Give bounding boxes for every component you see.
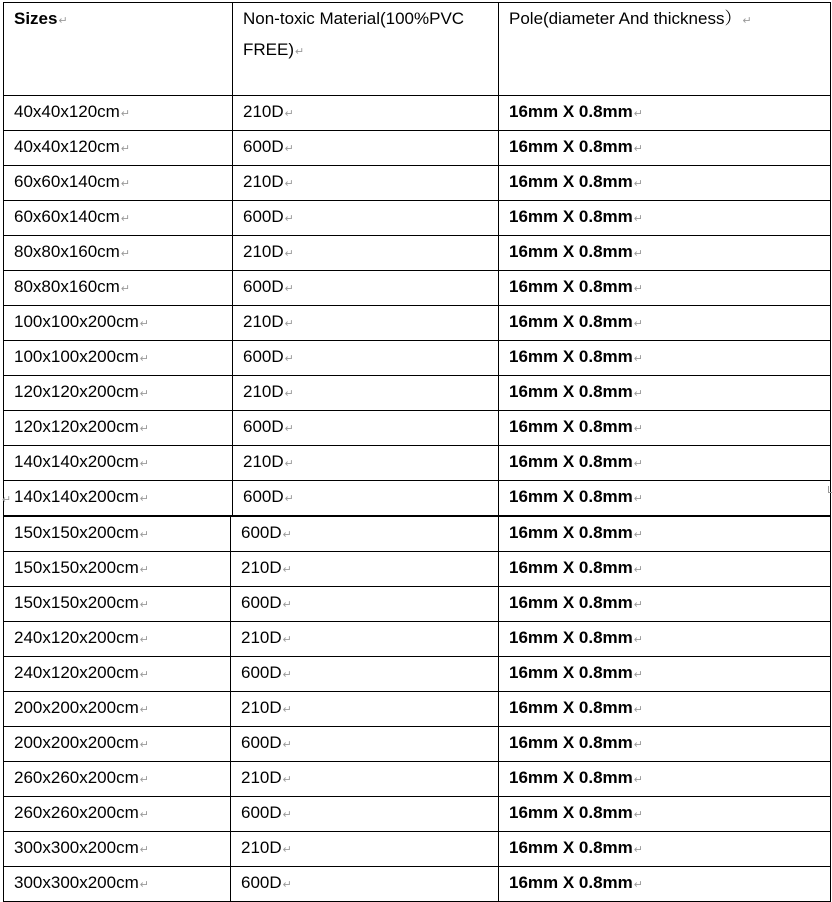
- cell-material: [233, 236, 499, 271]
- cell-material-text: 600D: [243, 137, 284, 156]
- cell-pole-text: 16mm X 0.8mm: [509, 628, 633, 647]
- cell-pole: [499, 131, 831, 166]
- cell-size: [4, 201, 233, 236]
- cell-material-text: 600D: [243, 207, 284, 226]
- paragraph-mark: ↵: [284, 143, 294, 155]
- cell-size-text: 150x150x200cm: [14, 523, 139, 542]
- table-row: [4, 96, 831, 131]
- paragraph-mark: ↵: [633, 108, 644, 120]
- cell-pole-text: 16mm X 0.8mm: [509, 803, 633, 822]
- cell-size-text: 80x80x160cm: [14, 242, 120, 261]
- cell-material: [233, 306, 499, 341]
- cell-material: [233, 446, 499, 481]
- cell-size-text: 60x60x140cm: [14, 207, 120, 226]
- cell-material: [233, 201, 499, 236]
- table-row: [4, 131, 831, 166]
- paragraph-mark: ↵: [282, 634, 292, 646]
- cell-pole-text: 16mm X 0.8mm: [509, 558, 633, 577]
- paragraph-mark: ↵: [282, 564, 292, 576]
- cell-pole-text: 16mm X 0.8mm: [509, 242, 633, 261]
- table-row: [4, 657, 831, 692]
- cell-size-text: 240x120x200cm: [14, 663, 139, 682]
- paragraph-mark: ↵: [139, 353, 149, 365]
- cell-pole-text: 16mm X 0.8mm: [509, 452, 633, 471]
- paragraph-mark: ↵: [295, 46, 305, 58]
- cell-pole: [499, 552, 831, 587]
- cell-pole: [499, 622, 831, 657]
- paragraph-mark: ↵: [633, 809, 644, 821]
- paragraph-mark: ↵: [284, 493, 294, 505]
- paragraph-mark: ↵: [282, 704, 292, 716]
- table-row: [4, 552, 831, 587]
- cell-pole-text: 16mm X 0.8mm: [509, 207, 633, 226]
- cell-material: [233, 341, 499, 376]
- cell-size-text: 300x300x200cm: [14, 873, 139, 892]
- cell-size: [4, 236, 233, 271]
- paragraph-mark: ↵: [139, 423, 149, 435]
- cell-material: [233, 166, 499, 201]
- cell-size-text: 240x120x200cm: [14, 628, 139, 647]
- cell-size-text: 80x80x160cm: [14, 277, 120, 296]
- cell-material-text: 210D: [241, 628, 282, 647]
- cell-material: [231, 797, 499, 832]
- paragraph-mark: ↵: [633, 423, 644, 435]
- cell-material-text: 210D: [243, 312, 284, 331]
- paragraph-mark: ↵: [120, 213, 131, 225]
- paragraph-mark: ↵: [633, 493, 644, 505]
- cell-material: [231, 867, 499, 902]
- table-row: [4, 236, 831, 271]
- cell-pole-text: 16mm X 0.8mm: [509, 137, 633, 156]
- paragraph-mark: ↵: [120, 178, 131, 190]
- cell-size-text: 60x60x140cm: [14, 172, 120, 191]
- paragraph-mark: ↵: [120, 283, 131, 295]
- cell-material-text: 210D: [243, 102, 284, 121]
- paragraph-mark: ↵: [139, 879, 149, 891]
- cell-material: [233, 376, 499, 411]
- cell-pole: [499, 166, 831, 201]
- header-material: [233, 3, 499, 96]
- cell-pole-text: 16mm X 0.8mm: [509, 382, 633, 401]
- paragraph-mark: ↵: [633, 634, 644, 646]
- cell-pole: [499, 762, 831, 797]
- cell-pole: [499, 306, 831, 341]
- paragraph-mark: ↵: [633, 879, 644, 891]
- paragraph-mark: ↵: [284, 213, 294, 225]
- table-row: [4, 587, 831, 622]
- cell-pole: [499, 201, 831, 236]
- table-row: [4, 411, 831, 446]
- cell-size: [4, 131, 233, 166]
- cell-size: [4, 481, 233, 516]
- table-row: [4, 166, 831, 201]
- cell-size: [4, 762, 231, 797]
- cell-pole-text: 16mm X 0.8mm: [509, 838, 633, 857]
- paragraph-mark: ↵: [633, 844, 644, 856]
- cell-size: [4, 797, 231, 832]
- cell-material: [231, 552, 499, 587]
- cell-pole-text: 16mm X 0.8mm: [509, 172, 633, 191]
- cell-size-text: 150x150x200cm: [14, 593, 139, 612]
- paragraph-mark: ↵: [633, 318, 644, 330]
- paragraph-mark: ↵: [139, 809, 149, 821]
- cell-size: [4, 622, 231, 657]
- cell-material-text: 210D: [243, 382, 284, 401]
- cell-size-text: 200x200x200cm: [14, 698, 139, 717]
- paragraph-mark: ↵: [633, 739, 644, 751]
- cell-pole: [499, 411, 831, 446]
- paragraph-mark: ↵: [139, 599, 149, 611]
- table-row: [4, 867, 831, 902]
- cell-size: [4, 832, 231, 867]
- cell-size-text: 100x100x200cm: [14, 312, 139, 331]
- paragraph-mark: ↵: [742, 15, 752, 27]
- cell-pole: [499, 832, 831, 867]
- cell-size: [4, 341, 233, 376]
- cell-size-text: 140x140x200cm: [14, 452, 139, 471]
- cell-material-text: 600D: [243, 277, 284, 296]
- cell-material: [231, 657, 499, 692]
- header-pole-text: Pole(diameter And thickness）: [509, 9, 742, 28]
- table-row: [4, 797, 831, 832]
- cell-size: [4, 96, 233, 131]
- paragraph-mark: ↵: [633, 388, 644, 400]
- paragraph-mark: ↵: [633, 213, 644, 225]
- cell-size-text: 120x120x200cm: [14, 417, 139, 436]
- cell-size: [4, 657, 231, 692]
- cell-material: [233, 411, 499, 446]
- cell-pole-text: 16mm X 0.8mm: [509, 312, 633, 331]
- table-row: [4, 762, 831, 797]
- paragraph-mark: ↵: [282, 599, 292, 611]
- table-row: [4, 271, 831, 306]
- cell-pole-text: 16mm X 0.8mm: [509, 733, 633, 752]
- paragraph-mark: ↵: [282, 669, 292, 681]
- cell-material-text: 600D: [241, 593, 282, 612]
- cell-pole-text: 16mm X 0.8mm: [509, 593, 633, 612]
- paragraph-mark: ↵: [58, 15, 68, 27]
- cell-material-text: 600D: [241, 803, 282, 822]
- cell-size: [4, 306, 233, 341]
- cell-pole-text: 16mm X 0.8mm: [509, 873, 633, 892]
- header-material-text: Non-toxic Material(100%PVC FREE): [243, 9, 465, 59]
- spec-table-1: [3, 2, 831, 516]
- cell-material-text: 600D: [243, 417, 284, 436]
- table-row: [4, 622, 831, 657]
- cell-material: [231, 727, 499, 762]
- cell-material: [231, 517, 499, 552]
- cell-material: [231, 762, 499, 797]
- cell-material-text: 600D: [243, 347, 284, 366]
- paragraph-mark: ↵: [139, 458, 149, 470]
- table-end-marker: [828, 486, 832, 493]
- cell-material: [231, 622, 499, 657]
- cell-pole-text: 16mm X 0.8mm: [509, 277, 633, 296]
- paragraph-mark: ↵: [139, 529, 149, 541]
- header-pole: [499, 3, 831, 96]
- paragraph-mark: ↵: [633, 669, 644, 681]
- cell-material-text: 600D: [241, 873, 282, 892]
- cell-pole: [499, 271, 831, 306]
- cell-material: [233, 131, 499, 166]
- cell-material-text: 600D: [241, 733, 282, 752]
- cell-pole-text: 16mm X 0.8mm: [509, 417, 633, 436]
- cell-pole: [499, 657, 831, 692]
- cell-size: [4, 692, 231, 727]
- cell-size-text: 260x260x200cm: [14, 768, 139, 787]
- paragraph-mark: ↵: [284, 318, 294, 330]
- cell-size: [4, 552, 231, 587]
- table-row: [4, 201, 831, 236]
- cell-pole: [499, 587, 831, 622]
- paragraph-mark: ↵: [139, 634, 149, 646]
- paragraph-mark: ↵: [2, 494, 12, 506]
- paragraph-mark: ↵: [139, 318, 149, 330]
- cell-material-text: 600D: [243, 487, 284, 506]
- paragraph-mark: ↵: [633, 248, 644, 260]
- header-sizes-text: Sizes: [14, 9, 58, 28]
- paragraph-mark: ↵: [282, 529, 292, 541]
- cell-material-text: 210D: [241, 698, 282, 717]
- paragraph-mark: ↵: [139, 774, 149, 786]
- paragraph-mark: ↵: [633, 564, 644, 576]
- cell-size: [4, 446, 233, 481]
- cell-material: [233, 481, 499, 516]
- cell-pole-text: 16mm X 0.8mm: [509, 487, 633, 506]
- cell-material-text: 210D: [243, 242, 284, 261]
- cell-size: [4, 411, 233, 446]
- cell-size-text: 100x100x200cm: [14, 347, 139, 366]
- cell-pole: [499, 727, 831, 762]
- paragraph-mark: ↵: [633, 458, 644, 470]
- cell-pole: [499, 236, 831, 271]
- cell-material: [231, 587, 499, 622]
- cell-pole: [499, 446, 831, 481]
- cell-size-text: 300x300x200cm: [14, 838, 139, 857]
- cell-pole-text: 16mm X 0.8mm: [509, 698, 633, 717]
- table-header-row: [4, 3, 831, 96]
- cell-material-text: 210D: [241, 838, 282, 857]
- cell-size-text: 150x150x200cm: [14, 558, 139, 577]
- table-row: [4, 446, 831, 481]
- cell-size: [4, 166, 233, 201]
- paragraph-mark: ↵: [284, 283, 294, 295]
- paragraph-mark: ↵: [139, 564, 149, 576]
- header-sizes: [4, 3, 233, 96]
- paragraph-mark: ↵: [139, 844, 149, 856]
- paragraph-mark: ↵: [633, 599, 644, 611]
- cell-material-text: 600D: [241, 523, 282, 542]
- paragraph-mark: ↵: [139, 669, 149, 681]
- cell-material-text: 210D: [243, 452, 284, 471]
- cell-pole-text: 16mm X 0.8mm: [509, 102, 633, 121]
- cell-size-text: 40x40x120cm: [14, 137, 120, 156]
- table-row: [4, 341, 831, 376]
- cell-size: [4, 271, 233, 306]
- cell-material: [231, 832, 499, 867]
- paragraph-mark: ↵: [282, 739, 292, 751]
- cell-material: [233, 96, 499, 131]
- paragraph-mark: ↵: [282, 844, 292, 856]
- table-row: [4, 727, 831, 762]
- cell-material-text: 600D: [241, 663, 282, 682]
- table-row: [4, 481, 831, 516]
- paragraph-mark: ↵: [633, 143, 644, 155]
- cell-size: [4, 867, 231, 902]
- paragraph-mark: ↵: [633, 529, 644, 541]
- spec-table-2: [3, 516, 831, 902]
- cell-pole: [499, 797, 831, 832]
- cell-pole: [499, 867, 831, 902]
- paragraph-mark: ↵: [284, 458, 294, 470]
- paragraph-mark: ↵: [633, 774, 644, 786]
- cell-size-text: 140x140x200cm: [14, 487, 139, 506]
- paragraph-mark: ↵: [284, 353, 294, 365]
- paragraph-mark: ↵: [120, 108, 131, 120]
- paragraph-mark: ↵: [139, 704, 149, 716]
- paragraph-mark: ↵: [633, 353, 644, 365]
- cell-size-text: 200x200x200cm: [14, 733, 139, 752]
- cell-material: [231, 692, 499, 727]
- cell-pole: [499, 517, 831, 552]
- paragraph-mark: ↵: [282, 774, 292, 786]
- cell-pole: [499, 96, 831, 131]
- paragraph-mark: ↵: [284, 178, 294, 190]
- cell-size-text: 120x120x200cm: [14, 382, 139, 401]
- cell-pole-text: 16mm X 0.8mm: [509, 663, 633, 682]
- paragraph-mark: ↵: [284, 423, 294, 435]
- cell-pole: [499, 341, 831, 376]
- paragraph-mark: ↵: [120, 248, 131, 260]
- paragraph-mark: ↵: [139, 493, 149, 505]
- cell-material-text: 210D: [241, 768, 282, 787]
- cell-material-text: 210D: [243, 172, 284, 191]
- paragraph-mark: ↵: [633, 283, 644, 295]
- cell-size: [4, 587, 231, 622]
- cell-pole: [499, 376, 831, 411]
- paragraph-mark: ↵: [282, 879, 292, 891]
- table-row: [4, 306, 831, 341]
- paragraph-mark: ↵: [120, 143, 131, 155]
- cell-size-text: 260x260x200cm: [14, 803, 139, 822]
- paragraph-mark: ↵: [633, 704, 644, 716]
- table-row: [4, 692, 831, 727]
- paragraph-mark: ↵: [284, 108, 294, 120]
- cell-size: [4, 376, 233, 411]
- table-row: [4, 832, 831, 867]
- cell-size: [4, 727, 231, 762]
- cell-size: [4, 517, 231, 552]
- cell-pole-text: 16mm X 0.8mm: [509, 768, 633, 787]
- cell-pole: [499, 481, 831, 516]
- paragraph-mark: ↵: [139, 388, 149, 400]
- paragraph-mark: ↵: [139, 739, 149, 751]
- cell-pole: [499, 692, 831, 727]
- cell-pole-text: 16mm X 0.8mm: [509, 347, 633, 366]
- cell-material: [233, 271, 499, 306]
- paragraph-mark: ↵: [284, 388, 294, 400]
- table-row: [4, 517, 831, 552]
- cell-material-text: 210D: [241, 558, 282, 577]
- cell-pole-text: 16mm X 0.8mm: [509, 523, 633, 542]
- paragraph-mark: ↵: [284, 248, 294, 260]
- cell-size-text: 40x40x120cm: [14, 102, 120, 121]
- paragraph-mark: ↵: [282, 809, 292, 821]
- table-row: [4, 376, 831, 411]
- paragraph-mark: ↵: [633, 178, 644, 190]
